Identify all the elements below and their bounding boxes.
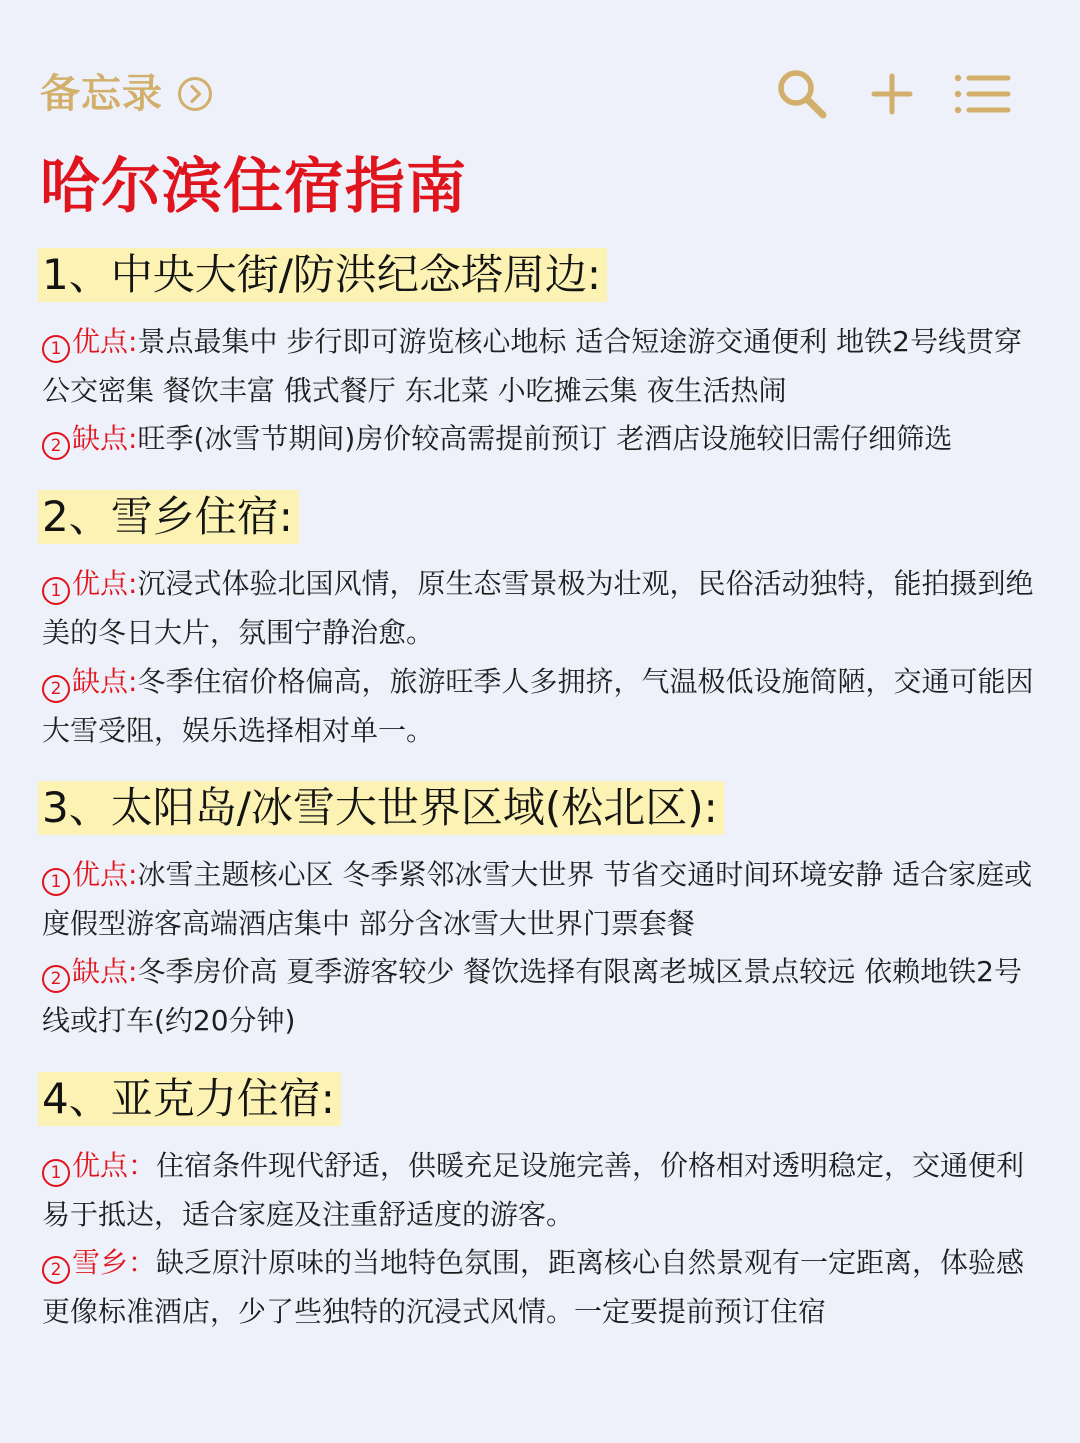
item-label: 雪乡： <box>72 1246 157 1279</box>
back-to-notes-button[interactable] <box>40 68 213 120</box>
item-label: 缺点: <box>72 422 138 455</box>
back-label: 备忘录 <box>40 71 163 117</box>
section-heading-1: 1、中央大街/防洪纪念塔周边: <box>38 248 607 302</box>
list-icon[interactable] <box>952 64 1012 124</box>
circled-number: 2 <box>42 432 70 460</box>
circled-number: 1 <box>42 1159 70 1187</box>
search-icon[interactable] <box>772 64 832 124</box>
circled-number: 2 <box>42 675 70 703</box>
circled-number: 2 <box>42 965 70 993</box>
item-text: 沉浸式体验北国风情，原生态雪景极为壮观，民俗活动独特，能拍摄到绝美的冬日大片，氛围宁静治愈。 <box>42 567 1034 649</box>
pros-item-4 <box>42 1142 1038 1239</box>
cons-item-1 <box>42 415 1038 464</box>
section-heading-4: 4、亚克力住宿: <box>38 1072 341 1126</box>
pros-item-1 <box>42 318 1038 415</box>
item-label: 优点: <box>72 567 138 600</box>
pros-item-2 <box>42 560 1038 657</box>
item-text: 景点最集中 步行即可游览核心地标 适合短途游交通便利 地铁2号线贯穿 公交密集 餐饮丰富 俄式餐厅 东北菜 小吃摊云集 夜生活热闹 <box>42 325 1022 407</box>
plus-icon[interactable] <box>862 64 922 124</box>
item-label: 缺点: <box>72 665 138 698</box>
top-bar <box>0 60 1080 128</box>
item-text: 旺季(冰雪节期间)房价较高需提前预订 老酒店设施较旧需仔细筛选 <box>137 422 953 455</box>
circled-number: 1 <box>42 868 70 896</box>
item-label: 缺点: <box>72 955 138 988</box>
cons-item-3 <box>42 948 1038 1045</box>
pros-item-3 <box>42 851 1038 948</box>
circled-number: 1 <box>42 577 70 605</box>
item-text: 冬季住宿价格偏高，旅游旺季人多拥挤，气温极低设施简陋，交通可能因大雪受阻，娱乐选择相对单一。 <box>42 665 1034 747</box>
circled-number: 2 <box>42 1256 70 1284</box>
item-label: 优点: <box>72 325 138 358</box>
item-label: 优点: <box>72 858 138 891</box>
circled-number: 1 <box>42 335 70 363</box>
item-text: 住宿条件现代舒适，供暖充足设施完善，价格相对透明稳定，交通便利易于抵达，适合家庭及注重舒适度的游客。 <box>42 1149 1025 1231</box>
page-title: 哈尔滨住宿指南 <box>40 152 467 222</box>
section-heading-3: 3、太阳岛/冰雪大世界区域(松北区): <box>38 781 724 835</box>
cons-item-2 <box>42 658 1038 755</box>
item-text: 冬季房价高 夏季游客较少 餐饮选择有限离老城区景点较远 依赖地铁2号线或打车(约20分钟) <box>42 955 1022 1037</box>
item-text: 冰雪主题核心区 冬季紧邻冰雪大世界 节省交通时间环境安静 适合家庭或度假型游客高端酒店集中 部分含冰雪大世界门票套餐 <box>42 858 1033 940</box>
section-heading-2: 2、雪乡住宿: <box>38 490 299 544</box>
chevron-right-icon <box>177 76 213 112</box>
item-text: 缺乏原汁原味的当地特色氛围，距离核心自然景观有一定距离，体验感更像标准酒店，少了些独特的沉浸式风情。一定要提前预订住宿 <box>42 1246 1025 1328</box>
cons-item-4 <box>42 1239 1038 1336</box>
item-label: 优点： <box>72 1149 157 1182</box>
